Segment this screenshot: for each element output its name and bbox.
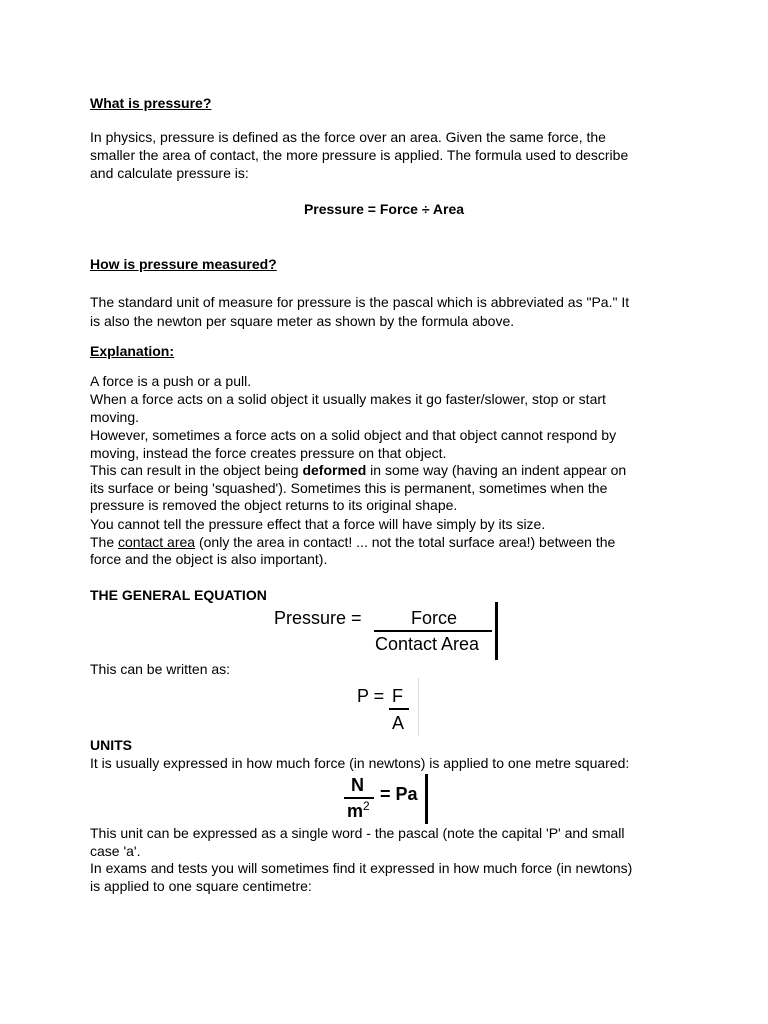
intro-line-2: smaller the area of contact, the more pressure is applied. The formula used to describe: [90, 147, 629, 163]
explanation-line-11: force and the object is also important).: [90, 551, 328, 567]
explanation-line-1: A force is a push or a pull.: [90, 373, 252, 389]
units-text: It is usually expressed in how much force (in newtons) is applied to one metre squared:: [90, 755, 630, 771]
contact-area-term: contact area: [118, 534, 196, 550]
short-eq-border: [418, 678, 419, 736]
explanation-line-6-post: in some way (having an indent appear on: [366, 462, 627, 478]
unit-eq-numerator: N: [351, 775, 364, 795]
closing-line-4: is applied to one square centimetre:: [90, 878, 312, 894]
general-eq-numerator: Force: [410, 608, 457, 628]
explanation-line-10-post: (only the area in contact! ... not the total surface area!) between the: [195, 534, 616, 550]
pressure-formula: Pressure = Force ÷ Area: [303, 201, 465, 217]
measured-line-1: The standard unit of measure for pressure is the pascal which is abbreviated as "Pa." It: [90, 294, 630, 310]
closing-line-2: case 'a'.: [90, 843, 141, 859]
explanation-line-4: However, sometimes a force acts on a solid object and that object cannot respond by: [90, 427, 617, 443]
written-as-text: This can be written as:: [90, 661, 231, 677]
explanation-line-6-pre: This can result in the object being: [90, 462, 303, 478]
general-eq-denominator: Contact Area: [375, 634, 480, 654]
short-eq-fraction-bar: [389, 708, 409, 710]
heading-units: UNITS: [90, 737, 132, 753]
unit-eq-rhs: = Pa: [380, 784, 418, 804]
short-eq-lhs: P =: [357, 686, 385, 706]
explanation-line-8: pressure is removed the object returns to its original shape.: [90, 497, 458, 513]
unit-eq-denominator-base: m: [347, 801, 364, 821]
short-eq-denominator: A: [392, 713, 405, 733]
measured-line-2: is also the newton per square meter as shown by the formula above.: [90, 313, 515, 329]
general-eq-border: [495, 602, 498, 660]
unit-eq-border: [425, 774, 428, 824]
explanation-line-7: its surface or being 'squashed'). Sometimes this is permanent, sometimes when the: [90, 480, 608, 496]
unit-eq-exponent: 2: [363, 799, 370, 813]
explanation-line-10-pre: The: [90, 534, 119, 550]
explanation-line-2: When a force acts on a solid object it usually makes it go faster/slower, stop or start: [90, 391, 606, 407]
deformed-term: deformed: [302, 462, 367, 478]
explanation-line-10: [90, 534, 615, 551]
heading-what-is-pressure: What is pressure?: [90, 95, 212, 111]
short-eq-numerator: F: [392, 686, 403, 706]
explanation-line-3: moving.: [90, 409, 140, 425]
explanation-line-6: [90, 462, 626, 479]
heading-general-equation: THE GENERAL EQUATION: [90, 587, 267, 603]
unit-eq-denominator: [347, 799, 370, 822]
general-eq-lhs: Pressure =: [274, 608, 362, 628]
intro-line-3: and calculate pressure is:: [90, 165, 249, 181]
explanation-line-5: moving, instead the force creates pressure on that object.: [90, 445, 447, 461]
heading-explanation: Explanation:: [90, 343, 175, 359]
explanation-line-9: You cannot tell the pressure effect that a force will have simply by its size.: [90, 516, 546, 532]
general-eq-fraction-bar: [374, 630, 492, 632]
heading-how-measured: How is pressure measured?: [90, 256, 277, 272]
closing-line-3: In exams and tests you will sometimes find it expressed in how much force (in newtons): [90, 860, 633, 876]
closing-line-1: This unit can be expressed as a single word - the pascal (note the capital 'P' and small: [90, 825, 625, 841]
intro-line-1: In physics, pressure is defined as the force over an area. Given the same force, the: [90, 129, 606, 145]
